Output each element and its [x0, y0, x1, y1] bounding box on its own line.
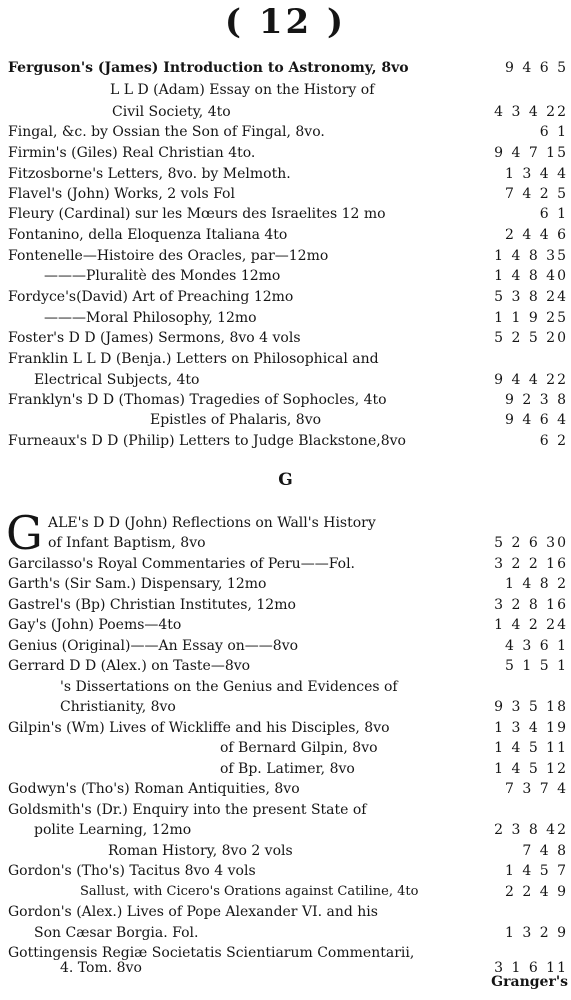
- entry-title: Garcilasso's Royal Commentaries of Peru——Fol.: [8, 556, 356, 572]
- entry-numbers: 7 3 7 4: [505, 781, 568, 797]
- catalogue-entry: [0, 841, 571, 861]
- entry-title: ———Moral Philosophy, 12mo: [44, 310, 257, 326]
- entry-title: Fingal, &c. by Ossian the Son of Fingal, 8vo.: [8, 124, 325, 140]
- catalogue-entry: [0, 800, 571, 820]
- entry-numbers: 2 3 8 42: [494, 822, 568, 838]
- catalogue-entry: [0, 779, 571, 799]
- entry-title: Gastrel's (Bp) Christian Institutes, 12mo: [8, 597, 296, 613]
- catalogue-entry: [0, 820, 571, 840]
- entry-title: Fitzosborne's Letters, 8vo. by Melmoth.: [8, 166, 291, 182]
- catalogue-entry: [0, 902, 571, 922]
- catalogue-entry: [0, 184, 571, 204]
- entry-numbers: 6 1: [539, 206, 568, 222]
- catalogue-entry: [0, 390, 571, 410]
- entry-numbers: 6 2: [539, 433, 568, 449]
- catalogue-entry: [0, 615, 571, 635]
- entry-title: of Bernard Gilpin, 8vo: [220, 740, 378, 756]
- entry-numbers: 1 4 8 35: [494, 248, 568, 264]
- catalogue-entry: [0, 513, 571, 533]
- catalogue-entry: [0, 143, 571, 163]
- entry-title: Epistles of Phalaris, 8vo: [150, 412, 322, 428]
- entry-numbers: 9 3 5 18: [494, 699, 568, 715]
- entry-title: Godwyn's (Tho's) Roman Antiquities, 8vo: [8, 781, 300, 797]
- entry-title: Gordon's (Alex.) Lives of Pope Alexander VI. and his: [8, 904, 378, 920]
- entry-numbers: 1 4 5 7: [505, 863, 568, 879]
- entry-title: Fleury (Cardinal) sur les Mœurs des Israelites 12 mo: [8, 206, 386, 222]
- entry-title: ———Pluralitè des Mondes 12mo: [44, 268, 281, 284]
- entry-numbers: 7 4 2 5: [505, 186, 568, 202]
- catalogue-entry: [0, 122, 571, 142]
- catalogue-entry: [0, 102, 571, 122]
- entry-numbers: 6 1: [539, 124, 568, 140]
- entry-numbers: 9 4 6 4: [505, 412, 568, 428]
- entry-title: Flavel's (John) Works, 2 vols Fol: [8, 186, 235, 202]
- entry-numbers: 1 3 4 19: [494, 720, 568, 736]
- catalogue-entry: [0, 861, 571, 881]
- catalogue-entry: [0, 328, 571, 348]
- entry-title: Gordon's (Tho's) Tacitus 8vo 4 vols: [8, 863, 256, 879]
- entry-numbers: 5 2 5 20: [494, 330, 568, 346]
- catalogue-entry: [0, 266, 571, 286]
- entry-title: Fontenelle—Histoire des Oracles, par—12mo: [8, 248, 329, 264]
- catalogue-entry: [0, 58, 571, 78]
- entry-title: Gilpin's (Wm) Lives of Wickliffe and his Disciples, 8vo: [8, 720, 390, 736]
- entry-numbers: 4 3 6 1: [505, 638, 568, 654]
- catalogue-entry: [0, 636, 571, 656]
- entry-numbers: 4 3 4 22: [494, 104, 568, 120]
- catalogue-entry: [0, 410, 571, 430]
- entry-title: Gerrard D D (Alex.) on Taste—8vo: [8, 658, 251, 674]
- entry-title: Ferguson's (James) Introduction to Astronomy, 8vo: [8, 60, 409, 76]
- entry-numbers: 3 2 2 16: [494, 556, 568, 572]
- entry-numbers: 5 3 8 24: [494, 289, 568, 305]
- entry-title: Fontanino, della Eloquenza Italiana 4to: [8, 227, 288, 243]
- catchword: Granger's: [491, 974, 568, 990]
- entry-title: Garth's (Sir Sam.) Dispensary, 12mo: [8, 576, 267, 592]
- entry-title: 4. Tom. 8vo: [60, 960, 142, 976]
- entry-numbers: 5 2 6 30: [494, 535, 568, 551]
- entry-numbers: 1 4 5 12: [494, 761, 568, 777]
- drop-cap-initial: G: [6, 506, 43, 560]
- entry-numbers: 1 4 5 11: [494, 740, 568, 756]
- entry-numbers: 2 2 4 9: [505, 884, 568, 900]
- catalogue-entry: [0, 225, 571, 245]
- entry-numbers: 1 3 4 4: [505, 166, 568, 182]
- entry-numbers: 2 4 4 6: [505, 227, 568, 243]
- entry-numbers: 9 4 7 15: [494, 145, 568, 161]
- entry-numbers: 1 1 9 25: [494, 310, 568, 326]
- entry-title: Furneaux's D D (Philip) Letters to Judge Blackstone,8vo: [8, 433, 406, 449]
- catalogue-entry: [0, 738, 571, 758]
- catalogue-entry: [0, 923, 571, 943]
- entry-numbers: 1 4 8 40: [494, 268, 568, 284]
- entry-title: Foster's D D (James) Sermons, 8vo 4 vols: [8, 330, 301, 346]
- catalogue-entry: [0, 164, 571, 184]
- entry-title: Civil Society, 4to: [112, 104, 231, 120]
- catalogue-entry: [0, 697, 571, 717]
- entry-title: 's Dissertations on the Genius and Evidences of: [60, 679, 398, 695]
- entry-numbers: 3 2 8 16: [494, 597, 568, 613]
- entry-title: Roman History, 8vo 2 vols: [108, 843, 293, 859]
- entry-title: polite Learning, 12mo: [34, 822, 192, 838]
- catalogue-entry: [0, 882, 571, 902]
- catalogue-entry: [0, 574, 571, 594]
- catalogue-entry: [0, 554, 571, 574]
- entry-numbers: 1 4 8 2: [505, 576, 568, 592]
- catalogue-entry: [0, 246, 571, 266]
- entry-title: Sallust, with Cicero's Orations against Catiline, 4to: [80, 884, 419, 899]
- entry-numbers: 9 2 3 8: [505, 392, 568, 408]
- entry-title: Christianity, 8vo: [60, 699, 176, 715]
- entry-title: ALE's D D (John) Reflections on Wall's History: [48, 515, 376, 531]
- entry-title: L L D (Adam) Essay on the History of: [110, 82, 375, 98]
- entry-title: Gay's (John) Poems—4to: [8, 617, 182, 633]
- entry-title: Franklin L L D (Benja.) Letters on Philosophical and: [8, 351, 379, 367]
- catalogue-entry: [0, 349, 571, 369]
- catalogue-entry: [0, 287, 571, 307]
- catalogue-entry: [0, 370, 571, 390]
- catalogue-entry: [0, 656, 571, 676]
- entry-title: of Bp. Latimer, 8vo: [220, 761, 355, 777]
- entry-title: Electrical Subjects, 4to: [34, 372, 200, 388]
- catalogue-entry: [0, 718, 571, 738]
- entry-numbers: 3 1 6 11: [494, 960, 568, 976]
- section-heading: G: [278, 470, 293, 490]
- catalogue-entry: [0, 677, 571, 697]
- catalogue-entry: [0, 533, 571, 553]
- catalogue-entry: [0, 595, 571, 615]
- catalogue-entry: [0, 759, 571, 779]
- entry-title: Gottingensis Regiæ Societatis Scientiarum Commentarii,: [8, 945, 415, 961]
- entry-title: Son Cæsar Borgia. Fol.: [34, 925, 199, 941]
- catalogue-entry: [0, 80, 571, 100]
- entry-numbers: 5 1 5 1: [505, 658, 568, 674]
- entry-numbers: 9 4 4 22: [494, 372, 568, 388]
- entry-numbers: 7 4 8: [522, 843, 568, 859]
- entry-title: of Infant Baptism, 8vo: [48, 535, 206, 551]
- catalogue-entry: [0, 204, 571, 224]
- catalogue-entry: [0, 308, 571, 328]
- entry-title: Goldsmith's (Dr.) Enquiry into the present State of: [8, 802, 367, 818]
- entry-numbers: 9 4 6 5: [505, 60, 568, 76]
- entry-numbers: 1 3 2 9: [505, 925, 568, 941]
- entry-title: Fordyce's(David) Art of Preaching 12mo: [8, 289, 294, 305]
- entry-title: Firmin's (Giles) Real Christian 4to.: [8, 145, 256, 161]
- entry-numbers: 1 4 2 24: [494, 617, 568, 633]
- page-number: ( 12 ): [224, 2, 347, 42]
- entry-title: Franklyn's D D (Thomas) Tragedies of Sophocles, 4to: [8, 392, 387, 408]
- entry-title: Genius (Original)——An Essay on——8vo: [8, 638, 299, 654]
- catalogue-entry: [0, 431, 571, 451]
